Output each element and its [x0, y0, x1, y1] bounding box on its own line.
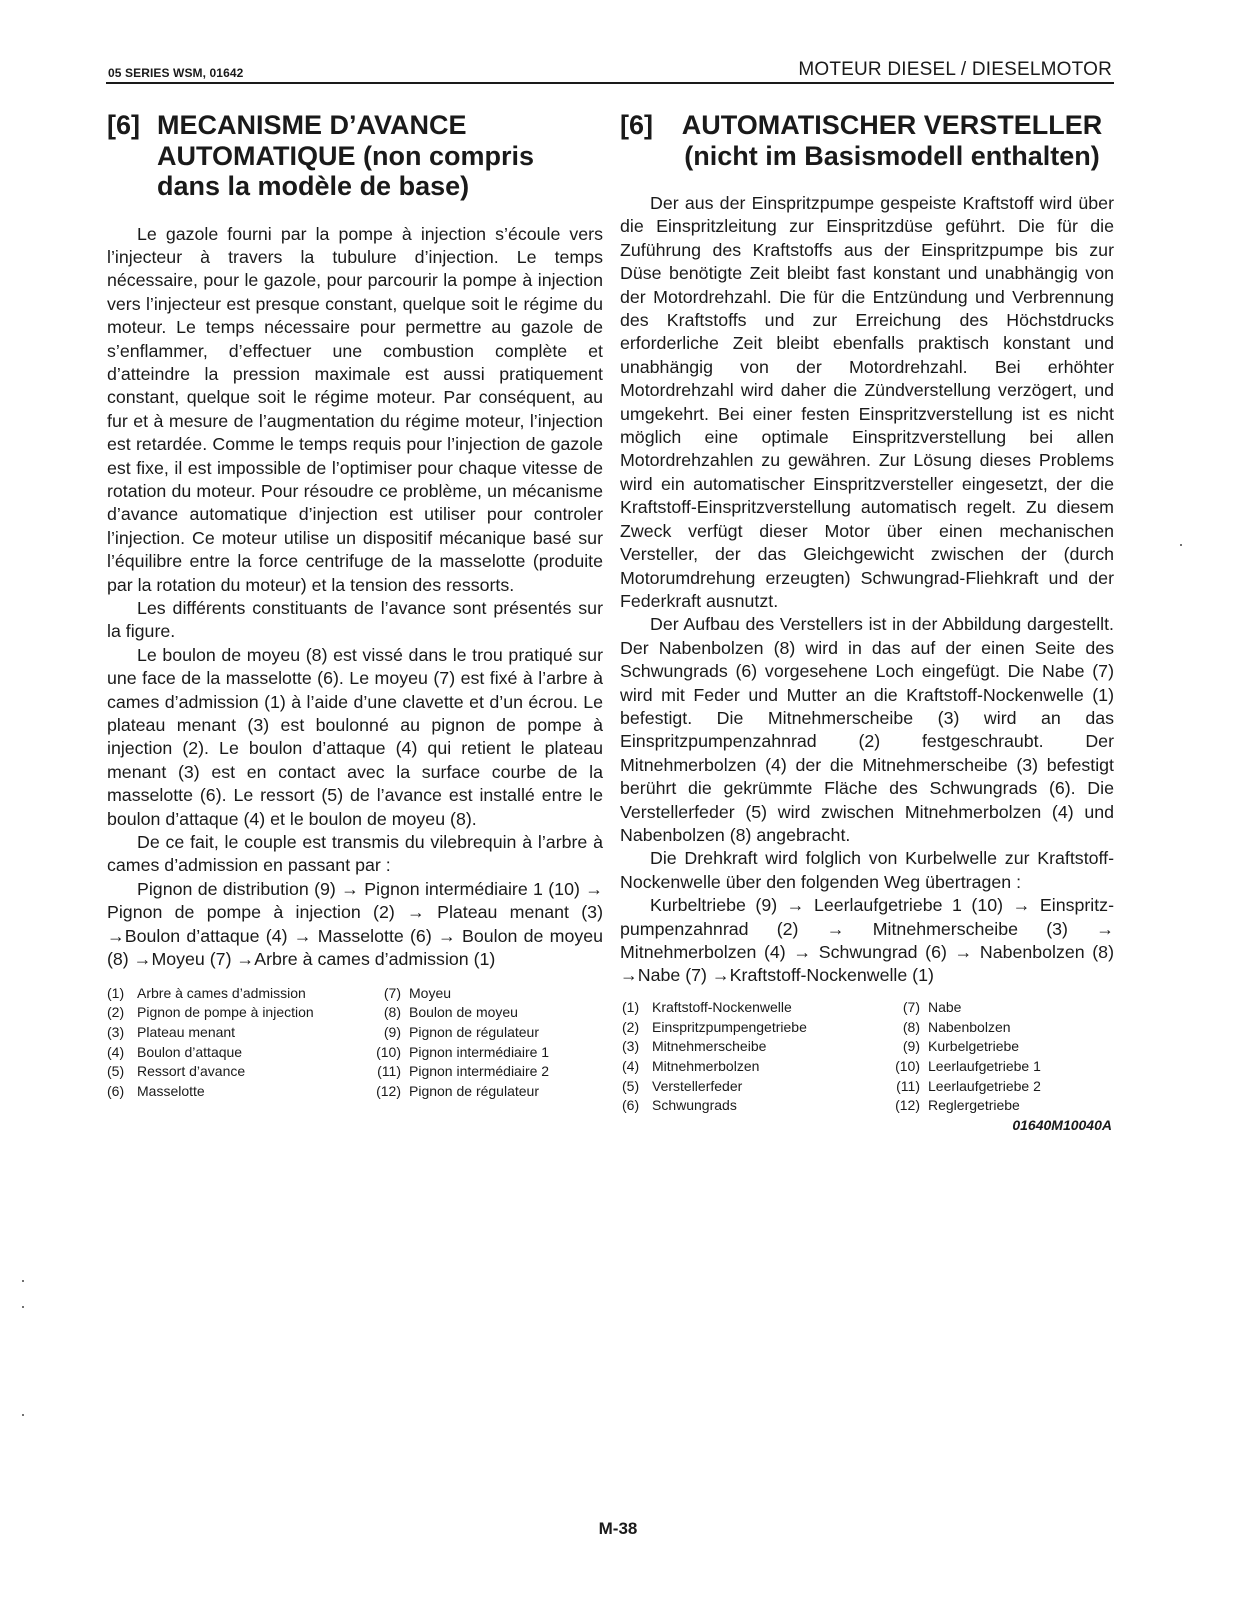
legend-item: (9) Pignon de régulateur: [383, 1023, 539, 1040]
legend-item: (3) Mitnehmerscheibe: [622, 1038, 767, 1055]
german-heading-text: AUTOMATISCHER VERSTELLER (nicht im Basismodell enthalten): [681, 110, 1103, 171]
legend-item: (5) Verstellerfeder: [622, 1077, 743, 1094]
manual-code: 05 SERIES WSM, 01642: [108, 66, 244, 80]
legend-item: (10) Leerlaufgetriebe 1: [895, 1057, 1041, 1074]
german-legend-right: [884, 998, 1114, 1116]
german-legend: [622, 998, 1114, 1116]
scan-speck: [22, 1414, 24, 1416]
legend-item: (2) Einspritzpumpengetriebe: [622, 1018, 807, 1035]
french-paragraph: Le gazole fourni par la pompe à injection s’écoule vers l’injecteur à travers la tubulure d’injection. Le temps nécessaire, pour le gazole, pour parcourir la pompe à injection vers l’injecteur est presque constant, quelque soit le régime du moteur. Le temps nécessaire pour permettre au gazole de s’enflammer, d’effectuer une combustion complète et d’atteindre la pression maximale est aussi pratiquement constant, quelque soit le régime moteur. Par conséquent, au fur et à mesure de l’augmentation du régime moteur, l’injection est retardée. Comme le temps requis pour l’injection de gazole est fixe, il est impossible de l’optimiser pour chaque vitesse de rotation du moteur. Pour résoudre ce problème, un mécanisme d’avance automatique d’injection est utiliser pour controler l’injection. Ce moteur utilise un dispositif mécanique basé sur l’équilibre entre la force centrifuge de la masselotte (produite par la rotation du moteur) et la tension des ressorts.: [107, 223, 603, 595]
legend-item: (12) Pignon de régulateur: [376, 1083, 539, 1100]
french-heading: [107, 110, 603, 202]
page-header: [106, 58, 1114, 84]
legend-item: (7) Moyeu: [383, 984, 452, 1001]
legend-item: (6) Schwungrads: [622, 1097, 737, 1114]
french-heading-number: [6]: [107, 110, 140, 140]
german-paragraph: Der Aufbau des Verstellers ist in der Abbildung dargestellt. Der Nabenbolzen (8) wird in das auf der einen Seite des Schwungrads (6) vorgesehene Loch eingefügt. Die Nabe (7) wird mit Feder und Mutter an die Kraftstoff-Nockenwelle (1) befestigt. Die Mitnehmerscheibe (3) wird an das Einspritzpumpenzahnrad (2) festgeschraubt. Der Mitnehmerbolzen (4) der die Mitnehmerscheibe (3) befestigt berührt die gekrümmte Fläche des Schwungrads (6). Die Verstellerfeder (5) wird zwischen Mitnehmerbolzen (4) und Nabenbolzen (8) angebracht.: [620, 614, 1114, 845]
french-paragraph: Les différents constituants de l’avance sont présentés sur la figure.: [107, 598, 603, 642]
figure-code: 01640M10040A: [1012, 1117, 1112, 1134]
german-body: [620, 192, 1114, 988]
french-paragraph: Le boulon de moyeu (8) est vissé dans le trou pratiqué sur une face de la masselotte (6). Le moyeu (7) est fixé à l’arbre à cames d’admission (1) à l’aide d’une clavette et d’un écrou. Le plateau menant (3) est boulonné au pignon de pompe à injection (2). Le boulon d’attaque (4) qui retient le plateau menant (3) est en contact avec la surface courbe de la masselotte (6). Le ressort (5) de l’avance est installé entre le boulon d’attaque (4) et le boulon de moyeu (8).: [107, 644, 603, 829]
legend-item: (4) Boulon d’attaque: [107, 1043, 243, 1060]
french-paragraph: Pignon de distribution (9) → Pignon intermédiaire 1 (10) → Pignon de pompe à injection (2) → Plateau menant (3) →Boulon d’attaque (4) → Masselotte (6) → Boulon de moyeu (8) →Moyeu (7) →Arbre à cames d’admission (1): [107, 878, 603, 970]
german-paragraph: Der aus der Einspritzpumpe gespeiste Kraftstoff wird über die Einspritzleitung zur Einspritzdüse geführt. Die für die Zuführung des Kraftstoffs aus der Einspritzpumpe bis zur Düse benötigte Zeit bleibt fast konstant und unabhängig von der Motordrehzahl. Die für die Entzündung und Verbrennung des Kraftstoffs und zur Erreichung des Höchstdrucks erforderliche Zeit bleibt ebenfalls praktisch konstant und unabhängig von der Motordrehzahl. Bei erhöhter Motordrehzahl wird daher die Zündverstellung verzögert, und umgekehrt. Bei einer festen Einspritzverstellung ist es nicht möglich eine optimale Einspritzverstellung bei allen Motordrehzahlen zu gewähren. Zur Lösung dieses Problems wird ein automatischer Einspritzversteller eingesetzt, der die Kraftstoff-Einspritzverstellung automatisch regelt. Zu diesem Zweck verfügt dieser Motor über einen mechanischen Versteller, der das Gleichgewicht zwischen der (durch Motorumdrehung erzeugten) Schwungrad-Fliehkraft und der Federkraft ausnutzt.: [620, 193, 1114, 611]
page-number: M-38: [598, 1519, 638, 1538]
legend-item: (8) Boulon de moyeu: [383, 1004, 518, 1021]
legend-item: (8) Nabenbolzen: [902, 1018, 1011, 1035]
legend-item: (11) Leerlaufgetriebe 2: [896, 1077, 1041, 1094]
german-column: [620, 110, 1114, 1133]
legend-item: (1) Kraftstoff-Nockenwelle: [622, 998, 792, 1015]
french-legend: [107, 984, 603, 1102]
german-heading: [620, 110, 1114, 171]
legend-item: (11) Pignon intermédiaire 2: [377, 1063, 550, 1080]
legend-item: (4) Mitnehmerbolzen: [622, 1057, 760, 1074]
german-legend-left: [622, 998, 876, 1116]
french-legend-right: [365, 984, 605, 1102]
legend-item: (5) Ressort d’avance: [107, 1063, 246, 1080]
french-heading-text: MECANISME D’AVANCE AUTOMATIQUE (non compris dans la modèle de base): [157, 110, 534, 201]
scan-speck: [1180, 544, 1182, 546]
scan-speck: [22, 1306, 24, 1308]
french-body: [107, 223, 603, 972]
legend-item: (10) Pignon intermédiaire 1: [376, 1043, 550, 1060]
legend-item: (7) Nabe: [902, 998, 962, 1015]
section-title: MOTEUR DIESEL / DIESELMOTOR: [798, 59, 1112, 80]
legend-item: (9) Kurbelgetriebe: [902, 1038, 1020, 1055]
legend-item: (12) Reglergetriebe: [895, 1097, 1020, 1114]
legend-item: (2) Pignon de pompe à injection: [107, 1004, 314, 1021]
scan-speck: [22, 1280, 24, 1282]
french-column: [107, 110, 603, 1102]
legend-item: (3) Plateau menant: [107, 1023, 236, 1040]
german-heading-number: [6]: [620, 110, 653, 140]
german-paragraph: Kurbeltriebe (9) → Leerlaufgetriebe 1 (10) → Einspritz-pumpenzahnrad (2) → Mitnehmerscheibe (3) → Mitnehmerbolzen (4) → Schwungrad (6) → Nabenbolzen (8) →Nabe (7) →Kraftstoff-Nockenwelle (1): [620, 895, 1114, 986]
french-legend-left: [107, 984, 357, 1102]
german-paragraph: Die Drehkraft wird folglich von Kurbelwelle zur Kraftstoff-Nockenwelle über den folgenden Weg übertragen :: [620, 848, 1114, 892]
legend-item: (1) Arbre à cames d’admission: [107, 984, 306, 1001]
legend-item: (6) Masselotte: [107, 1083, 205, 1100]
french-paragraph: De ce fait, le couple est transmis du vilebrequin à l’arbre à cames d’admission en passant par :: [107, 832, 603, 876]
